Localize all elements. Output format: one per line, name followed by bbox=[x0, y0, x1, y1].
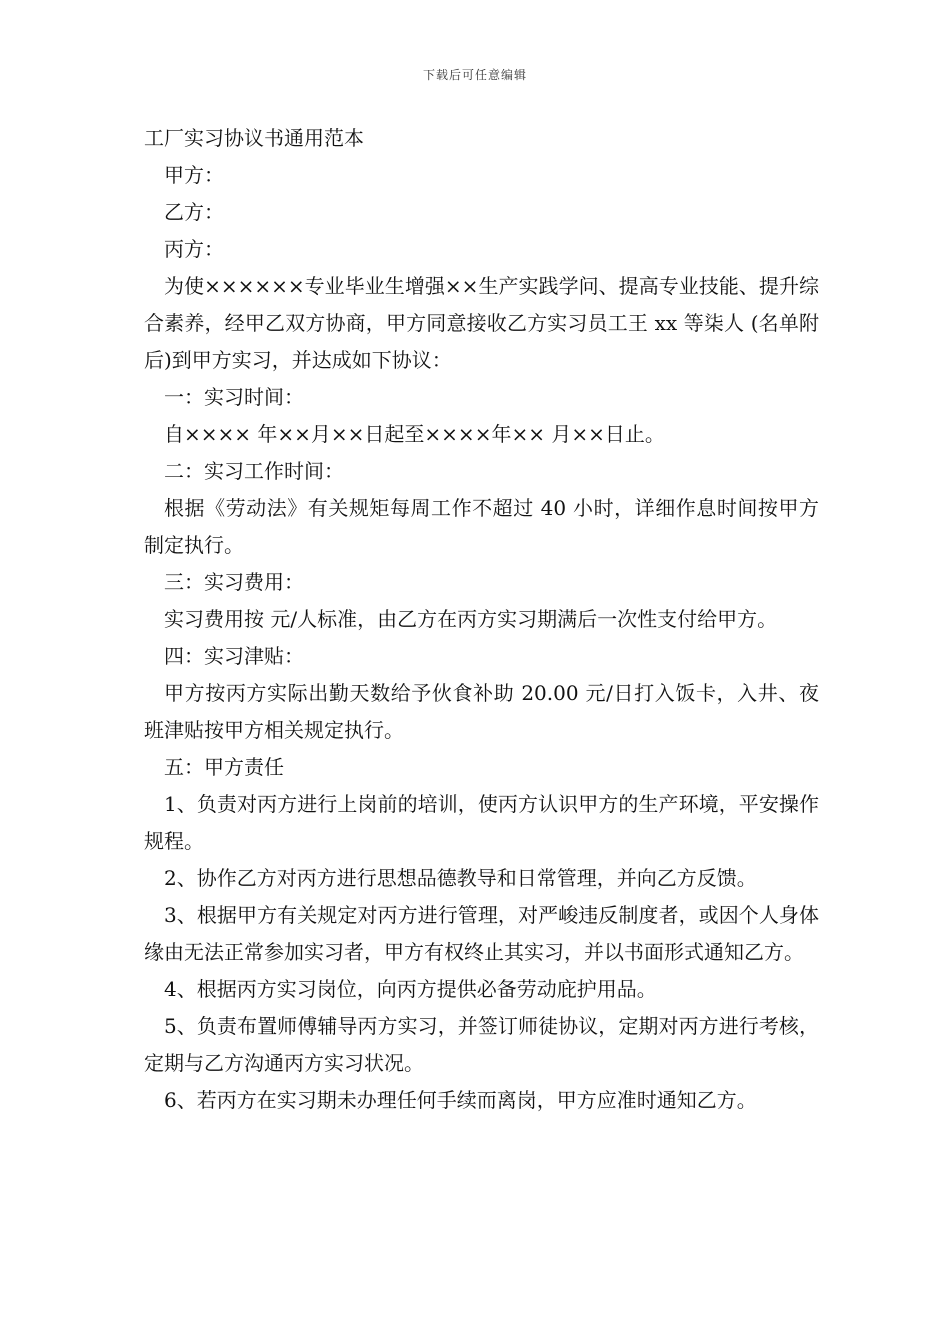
duty-item-3: 3、根据甲方有关规定对丙方进行管理，对严峻违反制度者，或因个人身体缘由无法正常参加实习者，甲方有权终止其实习，并以书面形式通知乙方。 bbox=[144, 903, 819, 964]
section-heading-party-a-duties: 五：甲方责任 bbox=[164, 755, 284, 779]
section-heading-internship-fee: 三：实习费用： bbox=[164, 570, 304, 594]
section-heading-allowance: 四：实习津贴： bbox=[164, 644, 304, 668]
party-a-line: 甲方： bbox=[164, 163, 224, 187]
document-title: 工厂实习协议书通用范本 bbox=[144, 126, 364, 150]
duty-item-4: 4、根据丙方实习岗位，向丙方提供必备劳动庇护用品。 bbox=[164, 977, 657, 1001]
section-heading-working-hours: 二：实习工作时间： bbox=[164, 459, 344, 483]
internship-fee-paragraph: 实习费用按 元/人标准，由乙方在丙方实习期满后一次性支付给甲方。 bbox=[164, 607, 778, 631]
duty-item-2: 2、协作乙方对丙方进行思想品德教导和日常管理，并向乙方反馈。 bbox=[164, 866, 757, 890]
allowance-paragraph: 甲方按丙方实际出勤天数给予伙食补助 20.00 元/日打入饭卡，入井、夜班津贴按甲方相关规定执行。 bbox=[144, 681, 819, 742]
document-body bbox=[144, 120, 819, 1119]
duty-item-5: 5、负责布置师傅辅导丙方实习，并签订师徒协议，定期对丙方进行考核，定期与乙方沟通丙方实习状况。 bbox=[144, 1014, 819, 1075]
working-hours-paragraph: 根据《劳动法》有关规矩每周工作不超过 40 小时，详细作息时间按甲方制定执行。 bbox=[144, 496, 819, 557]
duty-item-1: 1、负责对丙方进行上岗前的培训，使丙方认识甲方的生产环境，平安操作规程。 bbox=[144, 792, 819, 853]
section-heading-internship-period: 一：实习时间： bbox=[164, 385, 304, 409]
party-c-line: 丙方： bbox=[164, 237, 224, 261]
preamble-paragraph: 为使××××××专业毕业生增强××生产实践学问、提高专业技能、提升综合素养，经甲乙双方协商，甲方同意接收乙方实习员工王 xx 等柒人 (名单附后)到甲方实习，并达成如下协议： bbox=[144, 274, 819, 372]
duty-item-6: 6、若丙方在实习期未办理任何手续而离岗，甲方应准时通知乙方。 bbox=[164, 1088, 757, 1112]
party-b-line: 乙方： bbox=[164, 200, 224, 224]
internship-period-paragraph: 自×××× 年××月××日起至××××年×× 月××日止。 bbox=[164, 422, 665, 446]
page-header-note: 下载后可任意编辑 bbox=[422, 68, 527, 82]
